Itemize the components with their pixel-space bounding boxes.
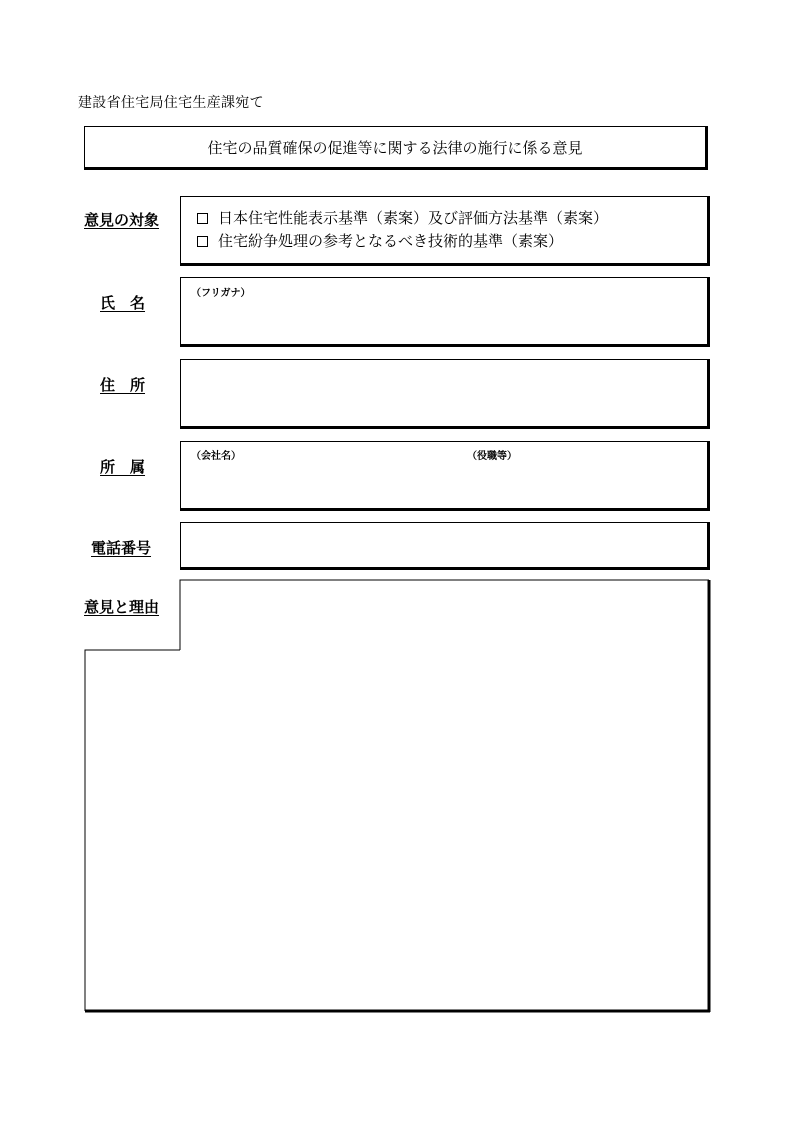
affiliation-label: 所 属 (100, 458, 146, 476)
address-label: 住 所 (100, 376, 146, 394)
opinion-label: 意見と理由 (84, 598, 160, 616)
furigana-hint: （フリガナ） (191, 288, 251, 299)
company-hint: （会社名） (191, 451, 241, 462)
addressee: 建設省住宅局住宅生産課宛て (78, 95, 264, 111)
form-title-text: 住宅の品質確保の促進等に関する法律の施行に係る意見 (207, 138, 583, 157)
target-option-2-label: 住宅紛争処理の参考となるべき技術的基準（素案） (218, 232, 564, 250)
name-label: 氏 名 (100, 294, 146, 312)
target-label: 意見の対象 (84, 211, 160, 229)
phone-label: 電話番号 (91, 539, 152, 557)
position-hint: （役職等） (467, 451, 517, 462)
target-option-1-label: 日本住宅性能表示基準（素案）及び評価方法基準（素案） (218, 209, 609, 227)
